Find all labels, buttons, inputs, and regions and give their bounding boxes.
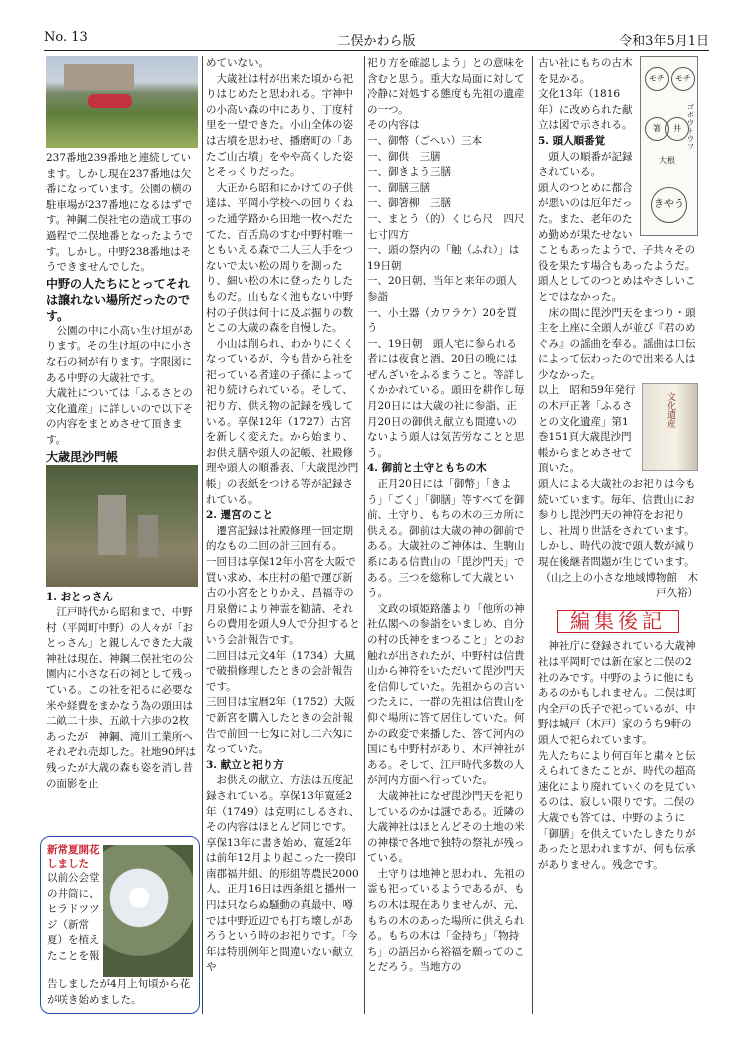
flower-notice-text: 以前公会堂の井筒に、ヒラドツツジ（新常夏）を植えたことを報 (47, 872, 100, 962)
section-heading: 中野の人たちにとってそれは譲れない場所だったのです。 (46, 276, 191, 323)
diagram-label: 箸 (645, 117, 669, 141)
subsection-heading: 4. 御前と土守ともちの木 (367, 462, 487, 475)
diagram-label: モチ (671, 67, 695, 91)
paragraph: 頭人による大歳社のお祀りは今も続いています。毎年、信貴山にお参りし毘沙門天の神符をお祀りし、社周り世話をされています。しかし、時代の波で頭人数が減り現在後継者問題が生じています。 (538, 478, 696, 568)
editorial-heading: 編集後記 (557, 610, 679, 634)
flower-notice-box (40, 836, 200, 1014)
paragraph: 以上 昭和59年発行の木戸正著「ふるさとの文化遺産」第1巻151頁大歳毘沙門帳からまとめさせて頂いた。 (538, 384, 636, 475)
paragraph: 小山は削られ、わかりにくくなっているが、今も昔から社を祀っている者達の子孫によって祀り続けられている。そして、祀り方、供え物の記録を残している。享保12年（1727）古宮を新しく変えた。から始まり、お供え膳や頭人の記帳、社殿修理や頭人の順番表、「大歳毘沙門帳」の表紙をつける等が記録されている。 (206, 337, 359, 506)
list-item: 一、御きよう三膳 (367, 166, 451, 179)
column-4 (538, 56, 698, 1014)
paragraph: 床の間に毘沙門天をまつり・頭主を上座に全頭人が並び『君のめぐみ』の謡曲を奉る。謡曲は口伝によって伝わったので出来る人は少なかった。 (538, 306, 696, 381)
park-photo (46, 56, 198, 148)
list-item: 一、まとう（的）くじら尺 四尺七寸四方 (367, 212, 525, 241)
diagram-label: 井 (665, 117, 689, 141)
paragraph: 遷宮記録は社殿修理一回定期的なもの二回の計三回有る。 (206, 524, 353, 553)
paragraph: 二回目は元文4年（1734）大風で破損修理したときの会計報告です。 (206, 649, 355, 693)
list-item: 一、御膳三膳 (367, 181, 430, 194)
page-header (44, 28, 709, 50)
paragraph: めていない。 (206, 57, 269, 69)
flower-notice-title: 新常夏開花しました (47, 844, 100, 870)
column-divider (364, 56, 365, 1014)
paragraph: 土守りは地神と思われ、先祖の霊も祀っているようであるが、もちの木は現在ありませんが、元、もちの木のあった場所に供えられる。もちの木は「金持ち」「物持ち」の語呂から裕福を願ってのことだろう。当地方の (367, 867, 526, 974)
section-heading: 大歳毘沙門帳 (46, 449, 119, 464)
paragraph: 神社庁に登録されている大歳神社は平岡町では新在家と二俣の2社のみです。中野のように他にもあるのかもしれません。二俣は町内全戸の氏子で祀っているが、中野は城戸（木戸）家のうち9軒の頭人で祀られています。 (538, 640, 697, 746)
paragraph: 大歳社については「ふるさとの文化遺産」に詳しいので以下その内容をまとめさせて頂きます。 (46, 387, 193, 446)
list-item: 一、19日朝 頭人宅に参られる者には夜食と酒、20日の晩にはぜんざいをふるまうこと。等詳しくかかれている。頭田を耕作し毎月20日には大歳の社に参詣、正月20日の御供え献立も間違いのないよう頭人は気苦労なことと思う。 (367, 337, 525, 459)
column-divider (202, 56, 203, 1014)
author-credit: （山之上の小さな地域博物館 木戸久裕） (540, 571, 698, 600)
flower-photo (103, 845, 193, 977)
list-item: 一、小土器（カワラケ）20を買う (367, 306, 517, 335)
subsection-heading: 5. 頭人順番覚 (538, 134, 606, 147)
list-item: 一、頭の祭内の「触（ふれ）」は19日朝 (367, 244, 520, 272)
column-3 (367, 56, 527, 1014)
subsection-heading: 1. おとっさん (46, 590, 113, 603)
paragraph: 文化13年（1816年）に改められた献立は図で示される。 (538, 88, 633, 132)
subsection-heading: 3. 献立と祀り方 (206, 758, 284, 771)
paragraph: 三回目は宝暦2年（1752）大阪で新宮を購入したときの会計報告で前回一七匁に対し二六匁になっていた。 (206, 696, 355, 756)
list-item: 一、20日朝、当年と来年の頭人参詣 (367, 275, 517, 303)
book-photo (642, 383, 698, 471)
paragraph: 先人たちにより何百年と粛々と伝えられてきたことが、時代の超高速化により廃れていくのを見ているのは、寂しい限りです。二俣の大歳でも答ては、中野のように「御膳」を供えていたしきたりがあったと思われますが、何も伝承がありません。残念です。 (538, 749, 696, 871)
paragraph: 一回目は享保12年小宮を大阪で買い求め、本庄村の船で運び新古の小宮をとりかえ、昌福寺の月泉僧により神霊を勧請、それらの費用を頭人9人で分担するという会計報告です。 (206, 556, 360, 646)
paragraph: その内容は (367, 119, 420, 132)
book-title: 文化遺産 (665, 392, 675, 429)
paragraph: 正月20日には「御幣」「きよう」「ごく」「御膳」等すべてを御前、土守り、もちの木の三カ所に供える。御前は大歳の神の御前である。大歳社のご神体は、生駒山系にある信貴山の「毘沙門天」である。三つを総称して大歳という。 (367, 478, 525, 600)
column-divider (532, 56, 533, 1014)
offering-diagram (640, 56, 698, 236)
paragraph: 公園の中に小高い生け垣があります。その生け垣の中に小さな石の祠が有ります。字限図にある中野の大歳社です。 (46, 324, 193, 384)
issue-date: 令和3年5月1日 (619, 34, 709, 49)
subsection-heading: 2. 遷宮のこと (206, 509, 274, 522)
column-2 (206, 56, 361, 1014)
paragraph: 237番地239番地と連続しています。しかし現在237番地は欠番になっています。公園の横の駐車場が237番地になるはずです。神鋼二俣社宅の造成工事の過程で二俣地番となったようです。しかし。中野238番地はそうできませんでした。 (46, 152, 193, 274)
newsletter-title: 二俣かわら版 (337, 34, 416, 49)
diagram-label: 大根 (659, 156, 675, 165)
flower-notice-text-continued: 告しましたが4月上旬頃から花が咲き始めました。 (47, 978, 191, 1006)
shrine-photo (46, 465, 198, 587)
paragraph: 大歳社は村が出来た頃から祀りはじめたと思われる。宇神中の小高い森の中にあり、丁度村里を一望できた。小山全体の姿は古墳を思わせ、播磨町の「あたご山古墳」をやや高くした姿とそっくりだった。 (206, 72, 353, 179)
paragraph: 祀り方を確認しよう」との意味を含むと思う。重大な局面に対して冷静に対処する態度も先祖の遺産の一つ。 (367, 57, 525, 116)
paragraph: 江戸時代から昭和まで、中野村（平岡町中野）の人々が「おとっさん」と親しんできた大歳神社は現在、神鋼二俣社宅の公園内に小さな石の祠として残っている。この社を祀るに必要な米や経費をまかなう為の頭田は二畝二十歩、五畝十六歩の2枚あったが 神鋼、滝川工業所へそれぞれ売却した。社地90坪は残ったが大歳の森も姿を消し昔の面影を止 (46, 606, 196, 790)
paragraph: 頭人のつとめに都合が悪いのは厄年だった。また、老年のため勤めが果たせないこともあったようで、子共々その役を果たす場合もあったようだ。頭人としてのつとめはやさしいことではなかった。 (538, 181, 696, 303)
header-divider (44, 50, 709, 51)
list-item: 一、御箸柳 三膳 (367, 197, 451, 210)
paragraph: 大正から昭和にかけての子供達は、平岡小学校への回りくねった通学路から田地一枚へだたてた、百舌鳥のすむ中野村唯一ともいえる森で二人三人手をつないで太い松の周りを測ったり、細い松の木に登ったりしたものだ。山もなく池もない中野村の子供は何十に及ぶ掘りの数とこの大歳の森を自慢した。 (206, 181, 353, 335)
diagram-label: モチ (645, 67, 669, 91)
paragraph: お供えの献立、方法は五度記録されている。享保13年寛延2年（1749）は克明にしるされ、その内容はほとんど同じです。享保13年に書き始め、寛延2年は前年12月より起こった一揆印南郡福井組、的形組等農民2000人、正月16日は西条組と播州一円は只ならぬ騒動の真最中、噂では中野近辺でも打ち壊しがあろうという時のお祀りです。「今年は特別例年と間違いない献立や (206, 774, 360, 974)
paragraph: 頭人の順番が記録されている。 (538, 150, 633, 179)
diagram-label: きやう (651, 187, 687, 223)
issue-number: No. 13 (44, 30, 88, 45)
list-item: 一、御供 三膳 (367, 150, 441, 163)
paragraph: 古い社にもちの古木を見かる。 (538, 57, 633, 85)
paragraph: 文政の頃姫路藩より「他所の神社仏閣への参詣をいましめ、自分の村の氏神をまつること」とのお触れが出されたが、中野村は信貴山から神符をいただいて毘沙門天を信仰していた。先祖からの言いつたえに、一群の先祖は信貴山を仰ぐ場所に答て居住していた。何かの政変で来播した、答て河内の国にも中野村があり、木戸神社がある。そして、江戸時代多数の人が河内方面へ行っていた。 (367, 602, 525, 787)
list-item: 一、御幣（ごへい）三本 (367, 134, 483, 147)
paragraph: 大歳神社になぜ毘沙門天を祀りしているのかは謎である。近隣の大歳神社はほとんどその土地の米の神様で各地で独特の祭礼が残っている。 (367, 789, 525, 865)
diagram-label: ゴボウトウフ (687, 103, 694, 151)
